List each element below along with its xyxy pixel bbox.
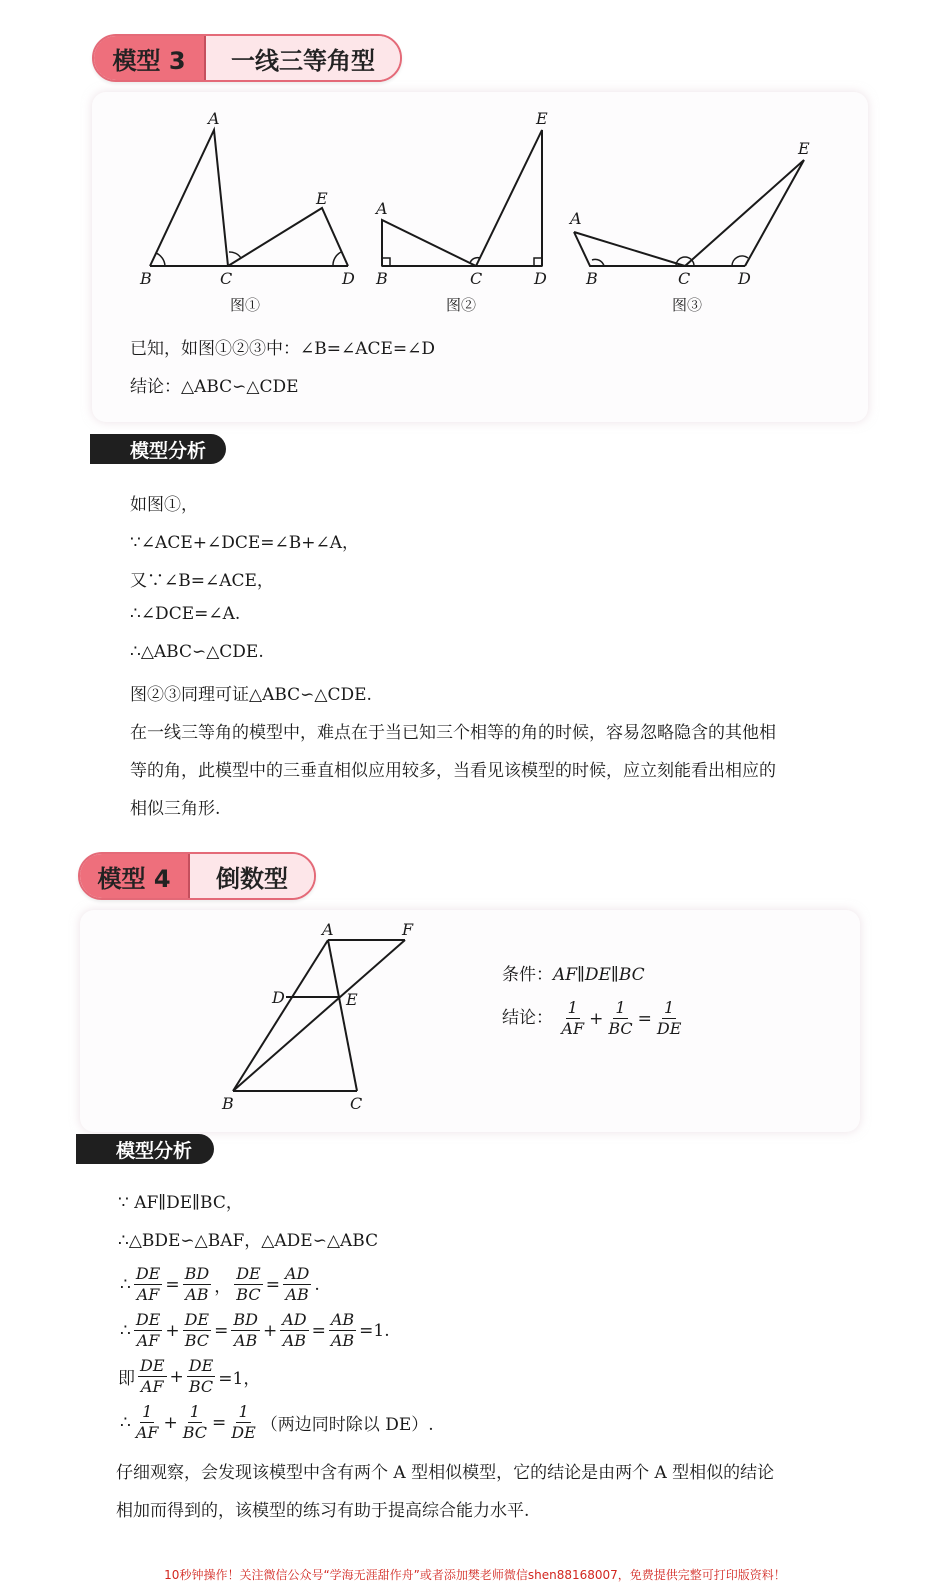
fig1-label-A: A <box>208 109 220 128</box>
model3-analysis-line-4: ∴∠DCE=∠A. <box>130 604 241 624</box>
fig4-label-D: D <box>272 988 285 1007</box>
fig3-label-A: A <box>570 209 582 228</box>
model3-analysis-line-8: 等的角，此模型中的三垂直相似应用较多，当看见该模型的时候，应立刻能看出相应的 <box>130 761 776 781</box>
model4-figure <box>200 915 440 1125</box>
fig2-caption: 图② <box>446 296 477 314</box>
model3-analysis-line-1: 如图①， <box>130 495 198 515</box>
model3-conclusion: 结论：△ABC∽△CDE <box>130 377 299 397</box>
fig3-caption: 图③ <box>672 296 703 314</box>
model4-paragraph-2: 相加而得到的，该模型的练习有助于提高综合能力水平. <box>116 1501 530 1521</box>
model4-analysis-line-2: ∴△BDE∽△BAF，△ADE∽△ABC <box>118 1231 379 1251</box>
fig2-label-C: C <box>470 269 483 288</box>
fig4-label-A: A <box>322 920 334 939</box>
model3-analysis-line-5: ∴△ABC∽△CDE. <box>130 642 264 662</box>
model4-analysis-line-1: ∵ AF∥DE∥BC， <box>118 1193 243 1213</box>
model4-condition-value: AF∥DE∥BC <box>553 965 645 985</box>
model3-analysis-line-3: 又∵∠B=∠ACE， <box>130 571 274 591</box>
model4-name: 倒数型 <box>190 854 314 898</box>
model3-banner <box>92 34 402 82</box>
model4-conclusion: 结论： $\frac{1}{AF}$ + $\frac{1}{BC}$ = $\frac{1}{DE}$ <box>502 998 682 1038</box>
fig4-label-E: E <box>346 990 358 1009</box>
fig4-label-B: B <box>222 1094 234 1113</box>
figure-3 <box>574 160 804 266</box>
fig1-label-E: E <box>316 189 328 208</box>
fig2-label-B: B <box>376 269 388 288</box>
fig1-label-D: D <box>342 269 355 288</box>
model4-conclusion-label: 结论： <box>502 1008 553 1028</box>
model4-analysis-line-3: ∴ $\frac{DE}{AF}$ = $\frac{BD}{AB}$ ， $\frac{DE}{BC}$ = $\frac{AD}{AB}$ . <box>120 1264 320 1304</box>
model3-tag: 模型 3 <box>94 36 206 80</box>
model4-tag: 模型 4 <box>80 854 190 898</box>
model4-analysis-line-4: ∴ $\frac{DE}{AF}$ + $\frac{DE}{BC}$ = $\frac{BD}{AB}$ + $\frac{AD}{AB}$ = $\frac{AB}{AB}$ =1. <box>120 1310 390 1350</box>
footer-notice: 10秒钟操作！关注微信公众号“学海无涯甜作舟”或者添加樊老师微信shen88168007，免费提供完整可打印版资料！ <box>164 1568 786 1582</box>
model4-banner <box>78 852 316 900</box>
fig3-label-E: E <box>798 139 810 158</box>
model4-panel <box>80 910 860 1132</box>
model4-condition <box>502 960 645 985</box>
fig1-caption: 图① <box>230 296 261 314</box>
model4-analysis-tag: 模型分析 <box>76 1134 214 1164</box>
fig1-label-B: B <box>140 269 152 288</box>
frac-1-over-af: $\frac{1}{AF}$ <box>561 998 585 1038</box>
model3-analysis-line-2: ∵∠ACE+∠DCE=∠B+∠A， <box>130 533 360 553</box>
model3-analysis-line-7: 在一线三等角的模型中，难点在于当已知三个相等的角的时候，容易忽略隐含的其他相 <box>130 723 776 743</box>
model3-analysis-tag: 模型分析 <box>90 434 226 464</box>
figure-2 <box>382 130 542 266</box>
model3-figures <box>0 100 950 320</box>
fig1-label-C: C <box>220 269 233 288</box>
model3-name: 一线三等角型 <box>206 36 400 80</box>
model4-paragraph-1: 仔细观察，会发现该模型中含有两个 A 型相似模型，它的结论是由两个 A 型相似的结论 <box>116 1463 775 1483</box>
fig2-label-E: E <box>536 109 548 128</box>
model4-analysis-line-5: 即 $\frac{DE}{AF}$ + $\frac{DE}{BC}$ =1， <box>118 1356 261 1396</box>
fig3-label-B: B <box>586 269 598 288</box>
model3-analysis-line-9: 相似三角形. <box>130 799 221 819</box>
model4-divide-note: （两边同时除以 DE）. <box>260 1415 434 1435</box>
frac-1-over-bc: $\frac{1}{BC}$ <box>608 998 633 1038</box>
fig2-label-D: D <box>534 269 547 288</box>
model3-analysis-line-6: 图②③同理可证△ABC∽△CDE. <box>130 685 372 705</box>
model3-given: 已知，如图①②③中：∠B=∠ACE=∠D <box>130 339 436 359</box>
fig4-label-F: F <box>402 920 414 939</box>
fig3-label-C: C <box>678 269 691 288</box>
model4-condition-label: 条件： <box>502 965 553 985</box>
fig3-label-D: D <box>738 269 751 288</box>
fig2-label-A: A <box>376 199 388 218</box>
model4-analysis-line-6: ∴ $\frac{1}{AF}$ + $\frac{1}{BC}$ = $\frac{1}{DE}$ （两边同时除以 DE）. <box>120 1402 434 1442</box>
frac-1-over-de: $\frac{1}{DE}$ <box>656 998 682 1038</box>
fig4-label-C: C <box>350 1094 363 1113</box>
